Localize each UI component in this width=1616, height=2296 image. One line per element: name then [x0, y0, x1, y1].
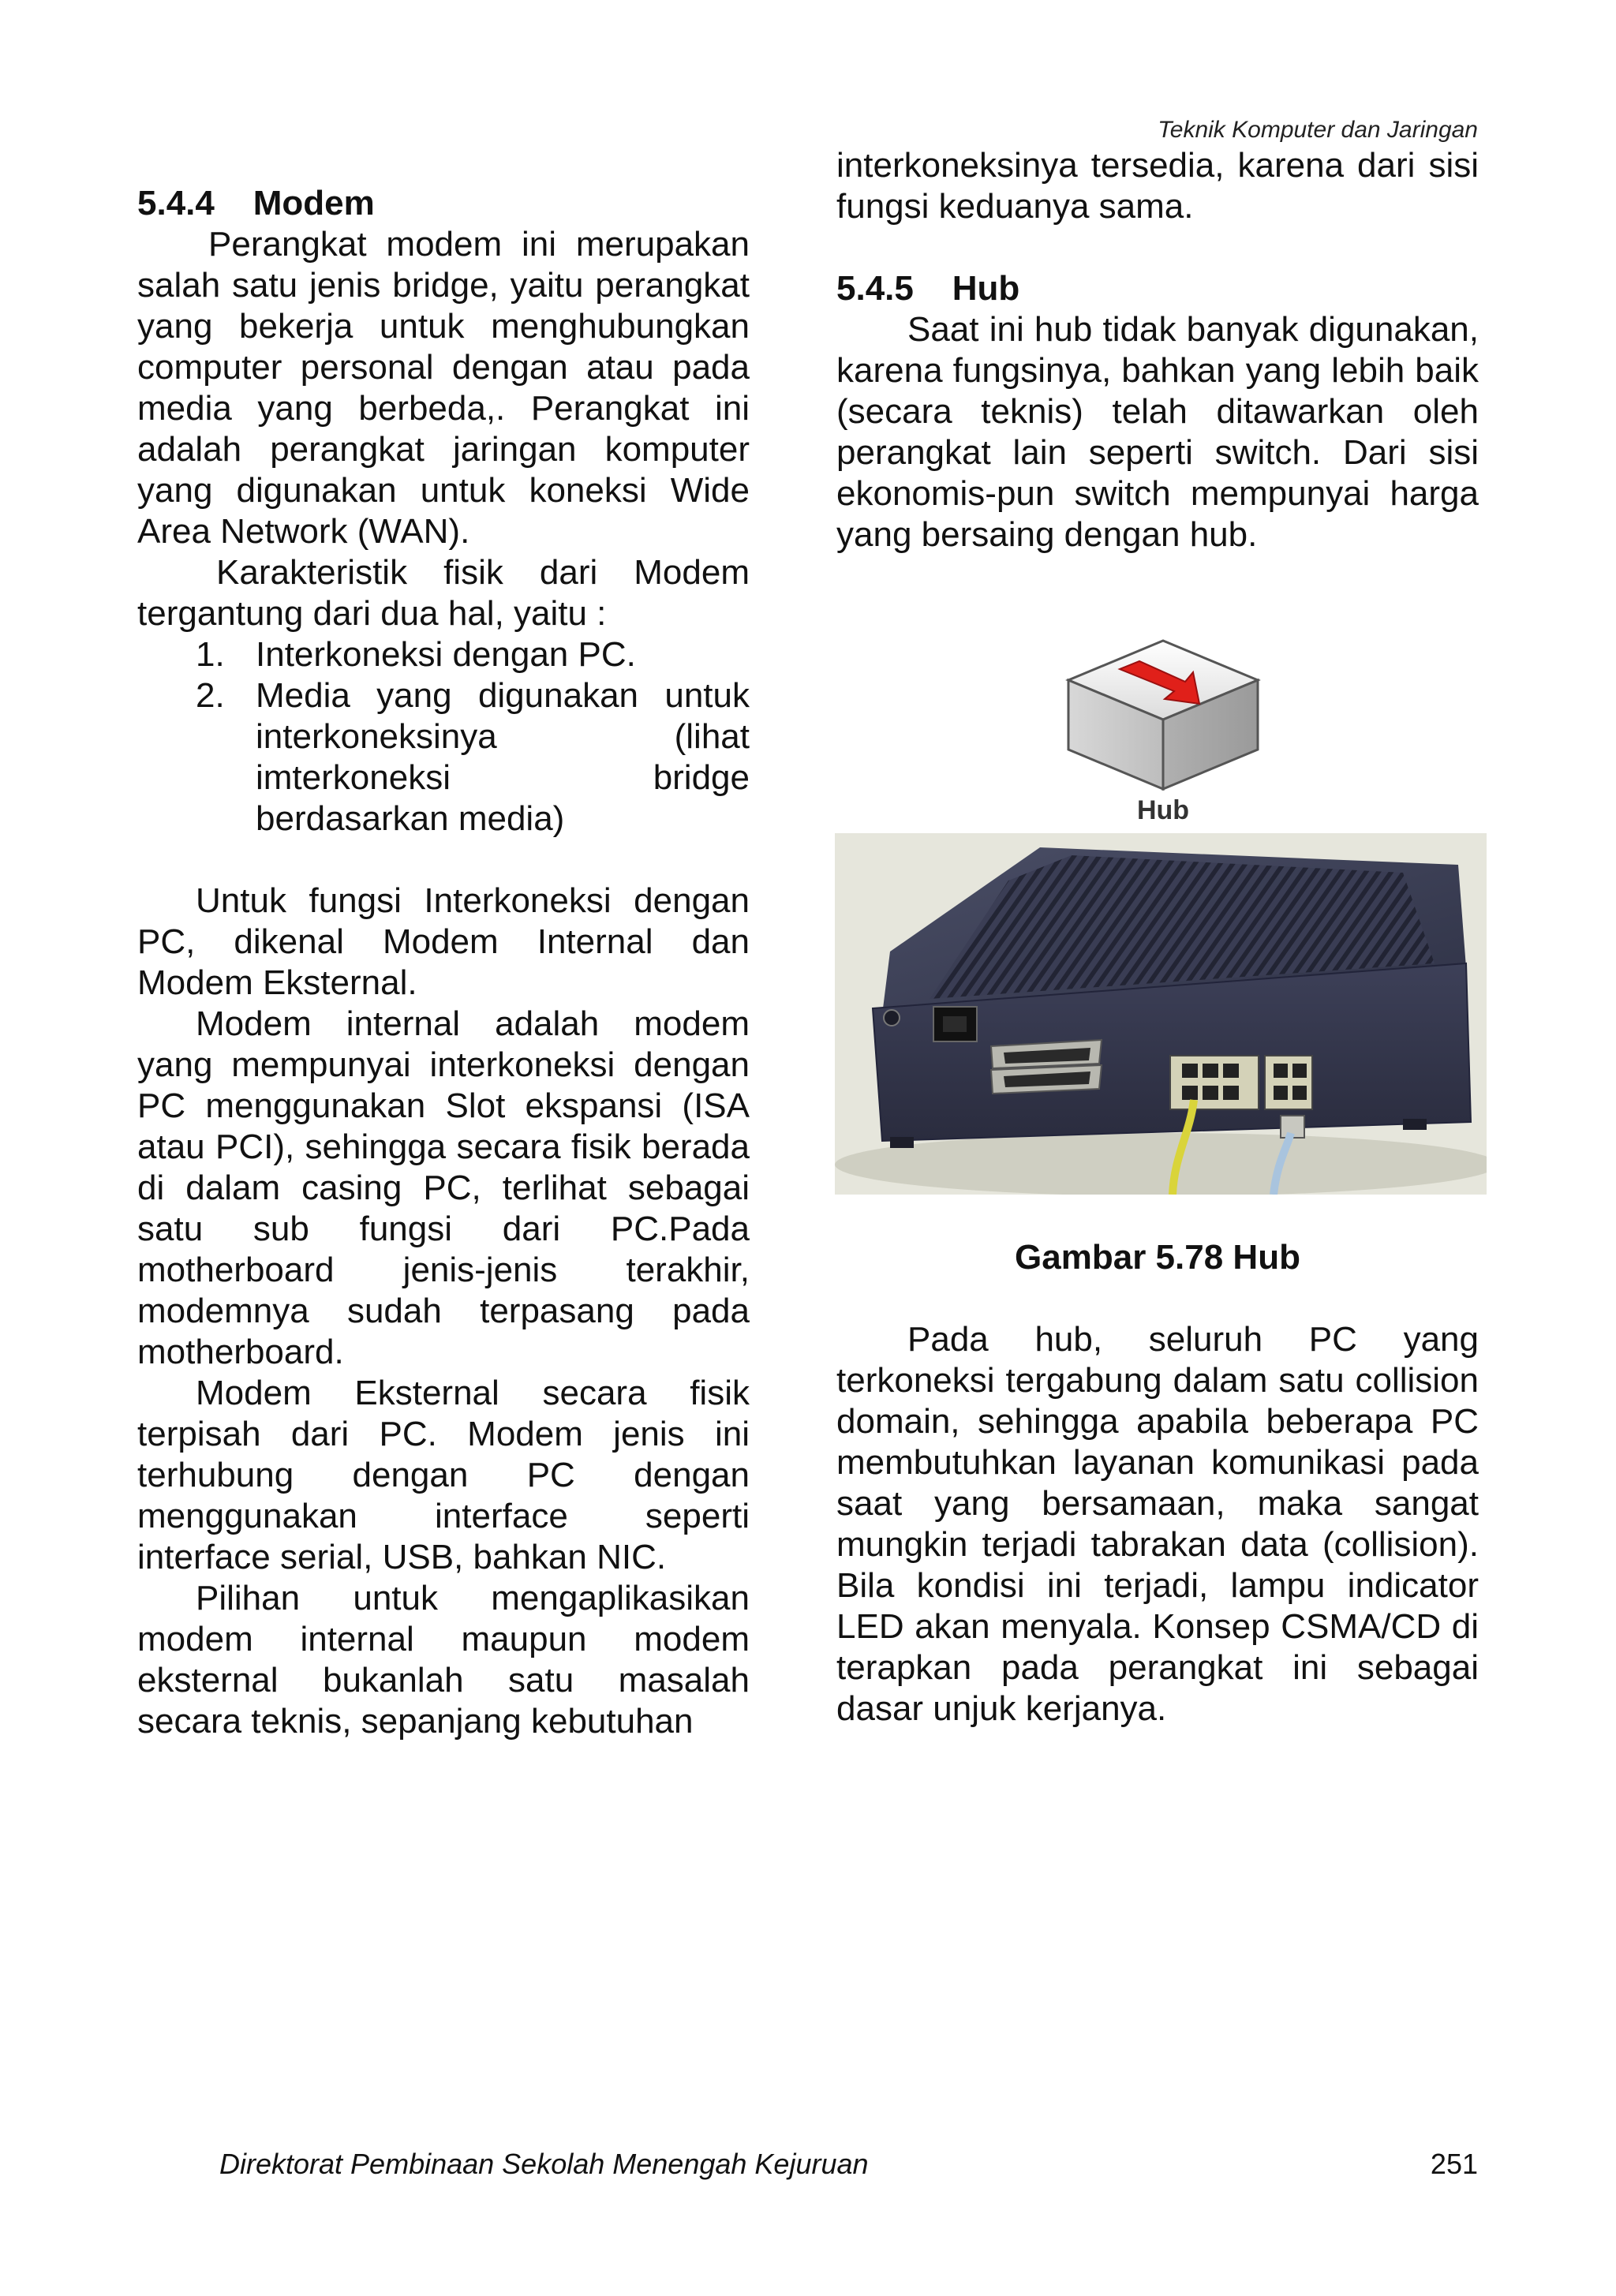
characteristics-list: [137, 634, 750, 839]
paragraph-modem-types: Untuk fungsi Interkoneksi dengan PC, dikenal Modem Internal dan Modem Eksternal.: [137, 881, 750, 1002]
list-item-text: Media yang digunakan untuk interkoneksinya (lihat imterkoneksi bridge berdasarkan media): [256, 676, 750, 838]
paragraph-modem-internal: Modem internal adalah modem yang mempunyai interkoneksi dengan PC menggunakan Slot ekspansi (ISA atau PCI), sehingga secara fisik berada di dalam casing PC, terlihat sebagai satu sub fungsi dari PC.Pada motherboard jenis-jenis terakhir, modemnya sudah terpasang pada motherboard.: [137, 1004, 750, 1371]
hub-icon-label: Hub: [1136, 795, 1190, 825]
hub-device-photo: [835, 833, 1487, 1195]
running-head: Teknik Komputer dan Jaringan: [1158, 117, 1478, 143]
hub-icon: [1060, 631, 1266, 828]
right-column: [836, 145, 1479, 555]
list-item-number: 1.: [196, 635, 225, 674]
paragraph-modem-external: Modem Eksternal secara fisik terpisah dari PC. Modem jenis ini terhubung dengan PC dengan menggunakan interface seperti interface serial, USB, bahkan NIC.: [137, 1374, 750, 1576]
list-item: [137, 675, 750, 839]
paragraph-modem-intro: Perangkat modem ini merupakan salah satu jenis bridge, yaitu perangkat yang bekerja untuk menghubungkan computer personal dengan atau pada media yang berbeda,. Perangkat ini adalah perangkat jaringan komputer yang digunakan untuk koneksi Wide Area Network (WAN).: [137, 225, 750, 551]
list-item: [137, 634, 750, 675]
paragraph-modem-characteristics: Karakteristik fisik dari Modem tergantung dari dua hal, yaitu :: [137, 553, 750, 633]
section-heading-modem: 5.4.4 Modem: [137, 184, 375, 222]
paragraph-continued: interkoneksinya tersedia, karena dari sisi fungsi keduanya sama.: [836, 146, 1479, 226]
page-number: 251: [1430, 2148, 1478, 2180]
paragraph-hub-intro: Saat ini hub tidak banyak digunakan, karena fungsinya, bahkan yang lebih baik (secara teknis) telah ditawarkan oleh perangkat lain seperti switch. Dari sisi ekonomis-pun switch mempunyai harga yang bersaing dengan hub.: [836, 310, 1479, 554]
section-heading-hub: 5.4.5 Hub: [836, 269, 1020, 308]
footer-publisher: Direktorat Pembinaan Sekolah Menengah Kejuruan: [219, 2148, 869, 2180]
list-item-text: Interkoneksi dengan PC.: [256, 635, 636, 674]
left-column: [137, 183, 750, 1742]
list-item-number: 2.: [196, 676, 225, 715]
right-column-lower: [836, 1319, 1479, 1729]
figure-caption: Gambar 5.78 Hub: [1015, 1238, 1300, 1277]
paragraph-modem-choice: Pilihan untuk mengaplikasikan modem internal maupun modem eksternal bukanlah satu masalah secara teknis, sepanjang kebutuhan: [137, 1579, 750, 1741]
paragraph-hub-collision: Pada hub, seluruh PC yang terkoneksi tergabung dalam satu collision domain, sehingga apabila beberapa PC membutuhkan layanan komunikasi pada saat yang bersamaan, maka sangat mungkin terjadi tabrakan data (collision). Bila kondisi ini terjadi, lampu indicator LED akan menyala. Konsep CSMA/CD di terapkan pada perangkat ini sebagai dasar unjuk kerjanya.: [836, 1320, 1479, 1728]
